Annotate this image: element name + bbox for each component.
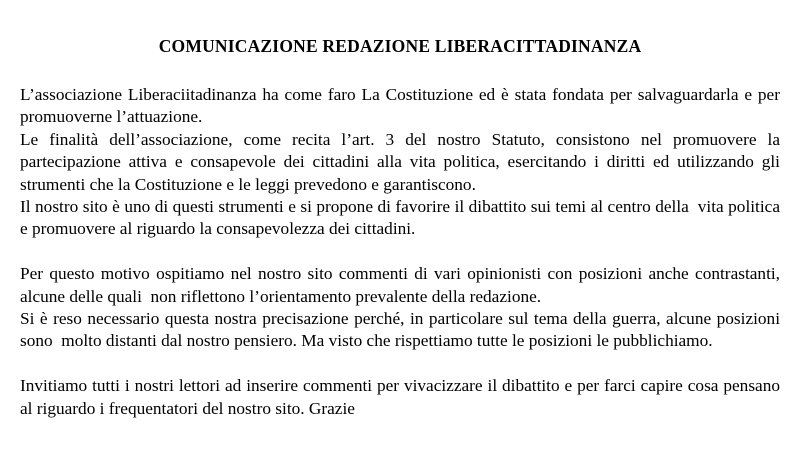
document-title: COMUNICAZIONE REDAZIONE LIBERACITTADINANZA xyxy=(158,36,642,56)
paragraph-group-invitation xyxy=(20,375,780,420)
paragraph: Invitiamo tutti i nostri lettori ad inserire commenti per vivacizzare il dibattito e per farci capire cosa pensano al riguardo i frequentatori del nostro sito. Grazie xyxy=(20,376,780,418)
paragraph: Si è reso necessario questa nostra precisazione perché, in particolare sul tema della guerra, alcune posizioni sono molto distanti dal nostro pensiero. Ma visto che rispettiamo tutte le posizioni le pubblichiamo. xyxy=(20,309,780,351)
paragraph: Per questo motivo ospitiamo nel nostro sito commenti di vari opinionisti con posizioni anche contrastanti, alcune delle quali non riflettono l’orientamento prevalente della redazione. xyxy=(20,264,780,306)
paragraph: L’associazione Liberaciitadinanza ha come faro La Costituzione ed è stata fondata per salvaguardarla e per promuoverne l’attuazione. xyxy=(20,85,780,127)
paragraph-group-motivation xyxy=(20,263,780,353)
paragraph: Il nostro sito è uno di questi strumenti e si propone di favorire il dibattito sui temi al centro della vita politica e promuovere al riguardo la consapevolezza dei cittadini. xyxy=(20,197,780,239)
document-body xyxy=(20,84,780,420)
paragraph-group-intro xyxy=(20,84,780,241)
paragraph: Le finalità dell’associazione, come recita l’art. 3 del nostro Statuto, consistono nel promuovere la partecipazione attiva e consapevole dei cittadini alla vita politica, esercitando i diritti ed utilizzando gli strumenti che la Costituzione e le leggi prevedono e garantiscono. xyxy=(20,129,780,194)
